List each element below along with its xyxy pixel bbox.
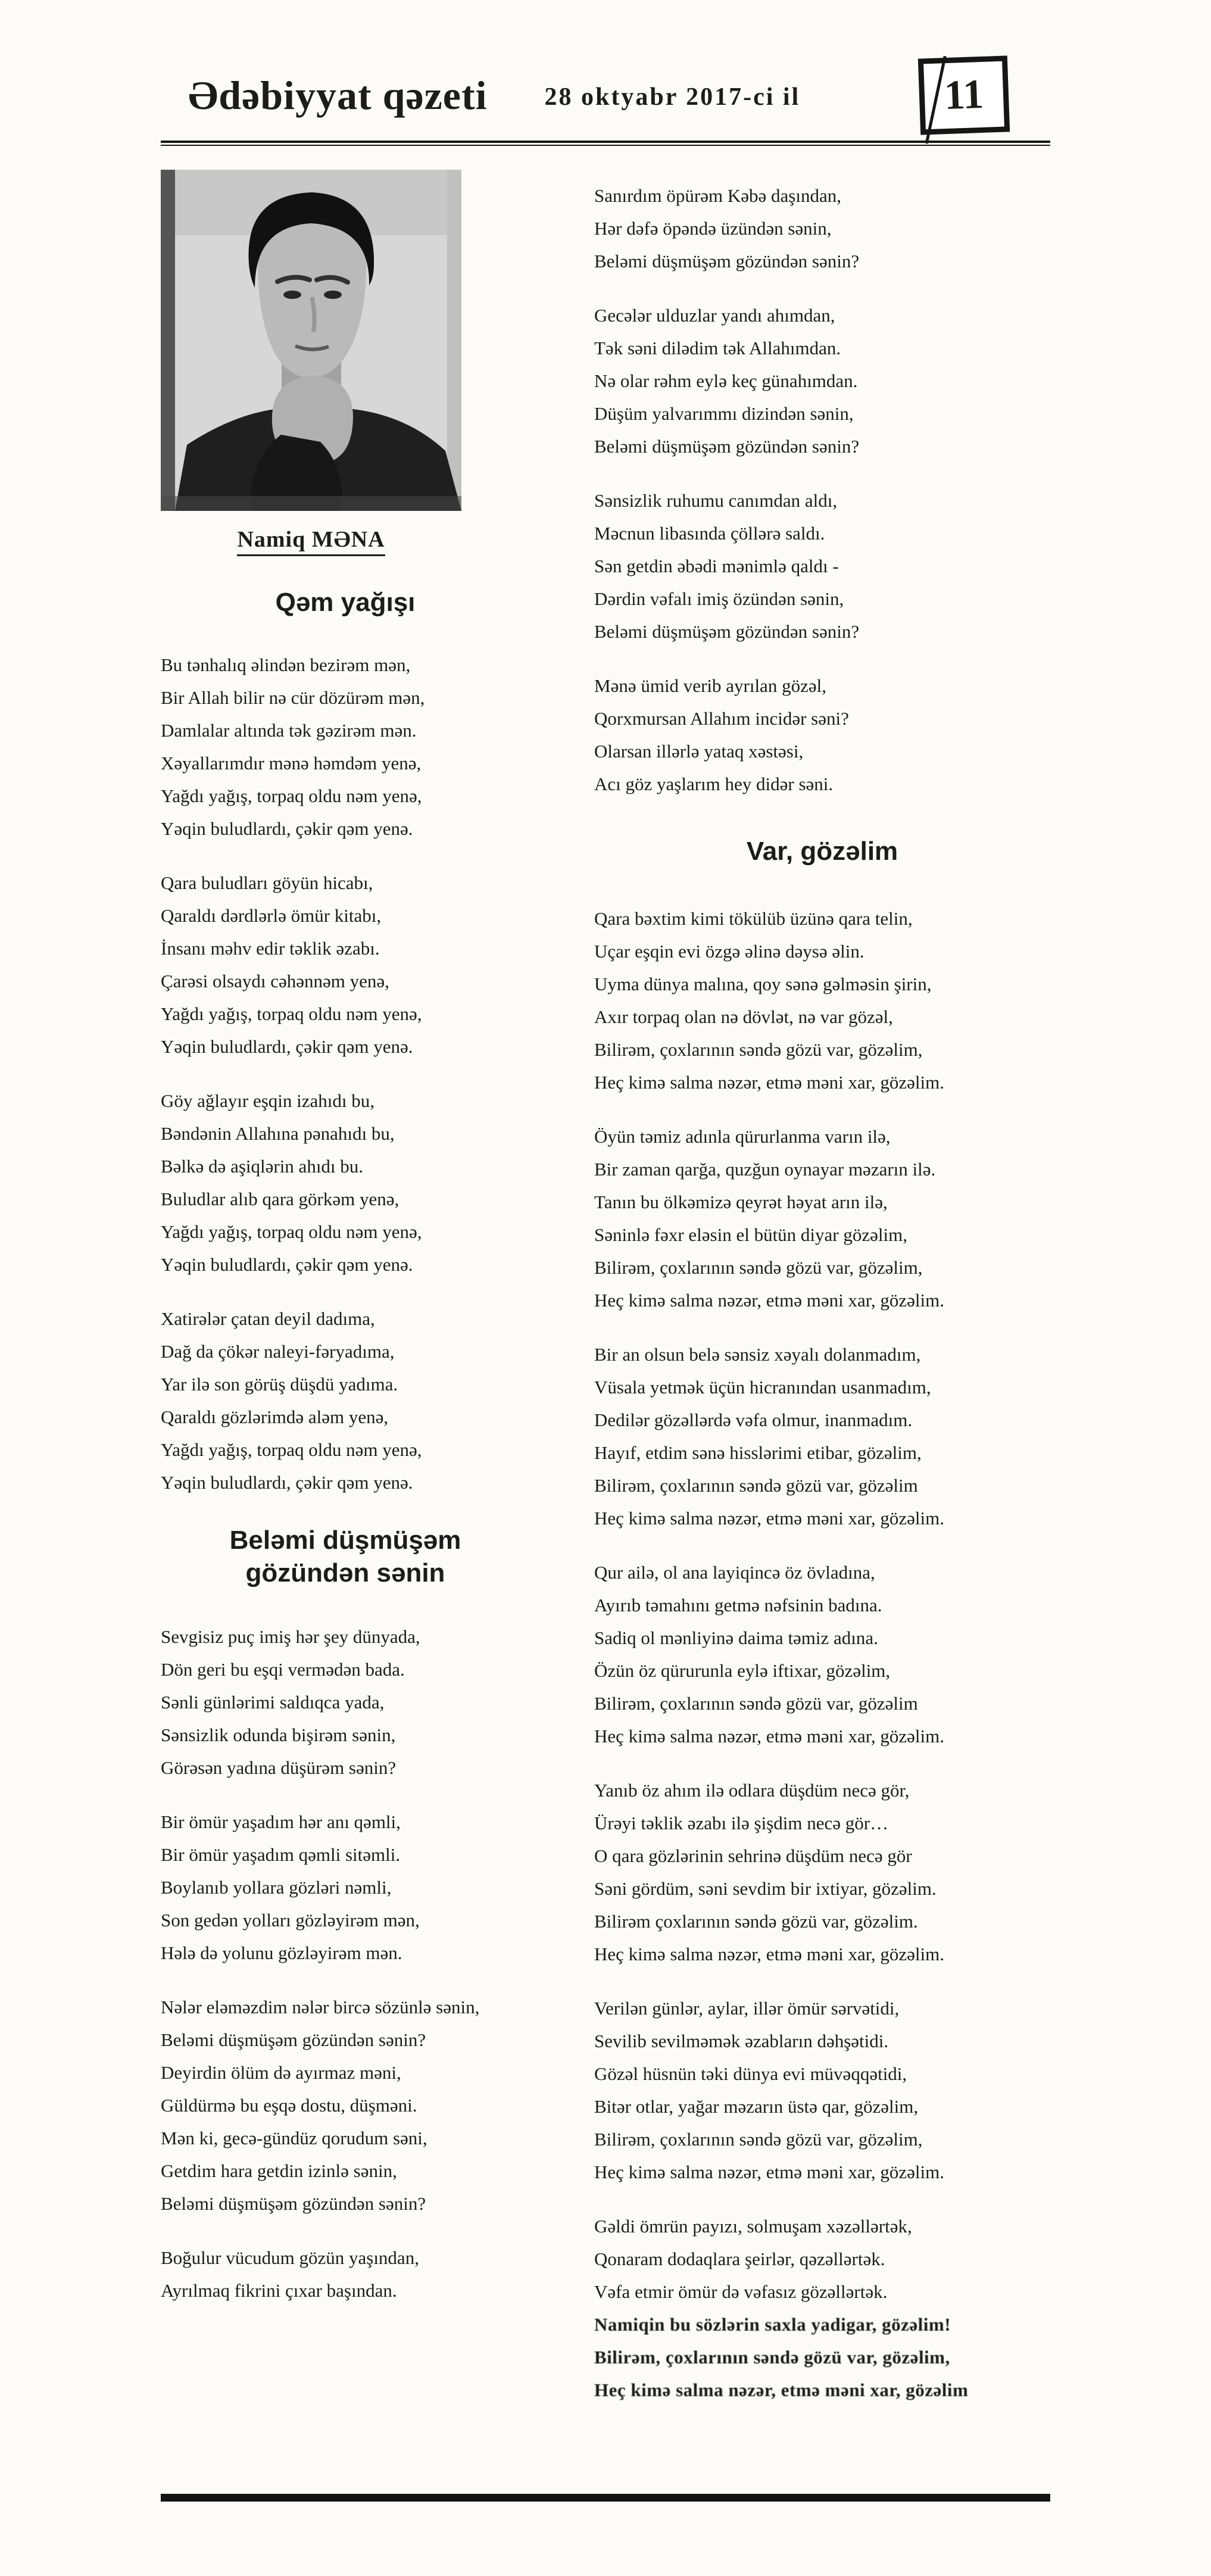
- poem-line: Uyma dünya malına, qoy sənə gəlməsin şirin,: [594, 974, 932, 994]
- poem-title-qem-yagisi: Qəm yağışı: [275, 588, 416, 617]
- poem-line: Bilirəm, çoxlarının səndə gözü var, gözəlim,: [594, 2347, 950, 2368]
- poem-line: Vüsala yetmək üçün hicranından usanmadım,: [594, 1377, 931, 1398]
- poem-line: O qara gözlərinin sehrinə düşdüm necə gör: [594, 1845, 912, 1866]
- poem-line: Bilirəm, çoxlarının səndə gözü var, gözəlim: [594, 1475, 918, 1496]
- poem-line: Yağdı yağış, torpaq oldu nəm yenə,: [161, 785, 422, 806]
- poem-line: Bilirəm, çoxlarının səndə gözü var, gözəlim,: [594, 1039, 923, 1060]
- poem-line: Bir an olsun belə sənsiz xəyalı dolanmadım,: [594, 1344, 921, 1365]
- poem-line: Sanırdım öpürəm Kəbə daşından,: [594, 185, 841, 206]
- stanza: [594, 669, 1050, 800]
- left-column: [161, 170, 530, 2328]
- poem-line: Damlalar altında tək gəzirəm mən.: [161, 720, 417, 741]
- poem-line: Bir zaman qarğa, quzğun oynayar məzarın ilə.: [594, 1159, 936, 1180]
- poem-line: Uçar eşqin evi özgə əlinə dəysə əlin.: [594, 941, 864, 962]
- stanza: [594, 2210, 1050, 2406]
- stanza: [594, 179, 1050, 277]
- issue-date: 28 oktyabr 2017-ci il: [544, 83, 801, 111]
- poem-line: Qara bəxtim kimi tökülüb üzünə qara telin,: [594, 908, 913, 929]
- poem-line: İnsanı məhv edir təklik əzabı.: [161, 938, 380, 959]
- poem-line: Bəlkə də aşiqlərin ahıdı bu.: [161, 1156, 364, 1177]
- poem-line: Sənsizlik odunda bişirəm sənin,: [161, 1724, 396, 1745]
- poem-line: Sadiq ol mənliyinə daima təmiz adına.: [594, 1627, 878, 1648]
- poem-line: Olarsan illərlə yataq xəstəsi,: [594, 741, 804, 762]
- poem-line: Ayrılmaq fikrini çıxar başından.: [161, 2280, 397, 2301]
- poem-belemi-stanzas-left: [161, 1620, 530, 2307]
- poem-line: Səni gördüm, səni sevdim bir ixtiyar, gözəlim.: [594, 1878, 937, 1899]
- stanza: [161, 1620, 530, 1784]
- poem-line: Sənsizlik ruhumu canımdan aldı,: [594, 490, 838, 511]
- header-rule: [161, 141, 1050, 146]
- stanza: [161, 866, 530, 1063]
- poem-line: Göy ağlayır eşqin izahıdı bu,: [161, 1090, 374, 1111]
- poem-line: Yağdı yağış, torpaq oldu nəm yenə,: [161, 1221, 422, 1242]
- bottom-rule: [161, 2494, 1050, 2502]
- poem-line: Yağdı yağış, torpaq oldu nəm yenə,: [161, 1439, 422, 1460]
- content-columns: [161, 170, 1050, 2428]
- poem-line: Hər dəfə öpəndə üzündən sənin,: [594, 218, 832, 239]
- poem-line: Qara buludları göyün hicabı,: [161, 872, 373, 893]
- poem-title-var-gozelim: Var, gözəlim: [746, 837, 898, 866]
- newspaper-title: Ədəbiyyat qəzeti: [188, 72, 488, 118]
- poem-line: Düşüm yalvarımmı dizindən sənin,: [594, 403, 854, 424]
- stanza: [594, 1120, 1050, 1317]
- poem-line: Xəyallarımdır mənə həmdəm yenə,: [161, 753, 422, 774]
- stanza: [161, 1084, 530, 1281]
- poem-line: Heç kimə salma nəzər, etmə məni xar, gözəlim.: [594, 1290, 944, 1311]
- poem-line: Xatirələr çatan deyil dadıma,: [161, 1308, 375, 1329]
- poem-line: Qaraldı gözlərimdə aləm yenə,: [161, 1406, 389, 1427]
- poem-line: Beləmi düşmüşəm gözündən sənin?: [594, 621, 860, 642]
- poem-line: Sevilib sevilməmək əzabların dəhşətidi.: [594, 2031, 889, 2051]
- poem-line: Səninlə fəxr eləsin el bütün diyar gözəlim,: [594, 1224, 907, 1245]
- poem-line: Gözəl hüsnün təki dünya evi müvəqqətidi,: [594, 2063, 907, 2084]
- poem-belemi-stanzas-right: [594, 179, 1050, 800]
- poem-line: Dağ da çökər naleyi-fəryadıma,: [161, 1341, 395, 1362]
- page-number-box: [919, 57, 1009, 133]
- poem-line: Vəfa etmir ömür də vəfasız gözəllərtək.: [594, 2281, 888, 2302]
- portrait-illustration: [161, 170, 461, 511]
- stanza: [594, 902, 1050, 1099]
- poem-line: Dedilər gözəllərdə vəfa olmur, inanmadım.: [594, 1409, 913, 1430]
- poem-line: Qonaram dodaqlara şeirlər, qəzəllərtək.: [594, 2248, 885, 2269]
- stanza: [161, 2241, 530, 2307]
- poem-line: Deyirdin ölüm də ayırmaz məni,: [161, 2062, 401, 2083]
- poem-line: Heç kimə salma nəzər, etmə məni xar, gözəlim.: [594, 1072, 944, 1093]
- poem-line: Getdim hara getdin izinlə sənin,: [161, 2160, 397, 2181]
- poem-line: Heç kimə salma nəzər, etmə məni xar, gözəlim.: [594, 1508, 944, 1529]
- stanza: [161, 648, 530, 845]
- author-name-text: Namiq MƏNA: [237, 527, 385, 556]
- poem-line: Tanın bu ölkəmizə qeyrət həyat arın ilə,: [594, 1192, 888, 1212]
- poem-title-belemi-dusmusem: Beləmi düşmüşəm gözündən sənin: [229, 1526, 461, 1588]
- poem-line: Qorxmursan Allahım incidər səni?: [594, 708, 849, 729]
- page-corner-icon: [925, 56, 947, 144]
- stanza: [161, 1302, 530, 1499]
- poem-line: Bilirəm çoxlarının səndə gözü var, gözəlim.: [594, 1911, 918, 1932]
- stanza: [594, 1992, 1050, 2188]
- poem-line: Öyün təmiz adınla qürurlanma varın ilə,: [594, 1126, 891, 1147]
- poem-line: Heç kimə salma nəzər, etmə məni xar, gözəlim.: [594, 1944, 944, 1964]
- poem-line: Son gedən yolları gözləyirəm mən,: [161, 1910, 420, 1931]
- poem-line: Bilirəm, çoxlarının səndə gözü var, gözəlim,: [594, 2129, 923, 2150]
- poem-line: Tək səni dilədim tək Allahımdan.: [594, 338, 841, 358]
- poem-line: Yəqin buludlardı, çəkir qəm yenə.: [161, 1254, 413, 1275]
- poem-line: Nələr eləməzdim nələr bircə sözünlə sənin,: [161, 1997, 480, 2017]
- poem-line: Görəsən yadına düşürəm sənin?: [161, 1757, 397, 1778]
- poem-line: Beləmi düşmüşəm gözündən sənin?: [161, 2193, 426, 2214]
- poem-line: Acı göz yaşlarım hey didər səni.: [594, 774, 834, 794]
- poem-line: Beləmi düşmüşəm gözündən sənin?: [594, 251, 860, 272]
- poem-line: Gecələr ulduzlar yandı ahımdan,: [594, 305, 835, 326]
- poem-line: Gəldi ömrün payızı, solmuşam xəzəllərtək,: [594, 2216, 912, 2237]
- stanza: [594, 1338, 1050, 1535]
- page-corner-box: [918, 55, 1010, 135]
- poem-qem-yagisi-stanzas: [161, 648, 530, 1499]
- poem-line: Heç kimə salma nəzər, etmə məni xar, gözəlim: [594, 2379, 969, 2400]
- poem-line: Özün öz qürurunla eylə iftixar, gözəlim,: [594, 1660, 891, 1681]
- poem-line: Bəndənin Allahına pənahıdı bu,: [161, 1123, 395, 1144]
- stanza: [161, 1991, 530, 2220]
- poem-line: Bilirəm, çoxlarının səndə gözü var, gözəlim,: [594, 1257, 923, 1278]
- stanza: [594, 1774, 1050, 1970]
- poem-line: Sən getdin əbədi mənimlə qaldı -: [594, 556, 839, 576]
- poem-line: Çarəsi olsaydı cəhənnəm yenə,: [161, 971, 389, 991]
- poem-line: Buludlar alıb qara görkəm yenə,: [161, 1189, 399, 1209]
- poem-line: Sənli günlərimi saldıqca yada,: [161, 1692, 385, 1713]
- poem-line: Bir Allah bilir nə cür dözürəm mən,: [161, 687, 425, 708]
- poem-line: Verilən günlər, aylar, illər ömür sərvətidi,: [594, 1998, 900, 2019]
- poem-line: Mənə ümid verib ayrılan gözəl,: [594, 675, 826, 696]
- poem-line: Dön geri bu eşqi vermədən bada.: [161, 1659, 405, 1680]
- poem-line: Axır torpaq olan nə dövlət, nə var gözəl,: [594, 1006, 893, 1027]
- poem-line: Güldürmə bu eşqə dostu, düşməni.: [161, 2095, 417, 2116]
- poem-line: Mən ki, gecə-gündüz qorudum səni,: [161, 2128, 427, 2148]
- poem-line: Namiqin bu sözlərin saxla yadigar, gözəlim!: [594, 2314, 951, 2335]
- poem-line: Hayıf, etdim sənə hisslərimi etibar, gözəlim,: [594, 1442, 922, 1463]
- poem-line: Sevgisiz puç imiş hər şey dünyada,: [161, 1626, 420, 1647]
- poem-line: Boğulur vücudum gözün yaşından,: [161, 2247, 419, 2268]
- page-number: 11: [943, 71, 985, 119]
- poem-line: Ürəyi təklik əzabı ilə şişdim necə gör…: [594, 1813, 889, 1833]
- poem-line: Heç kimə salma nəzər, etmə məni xar, gözəlim.: [594, 1726, 944, 1747]
- author-name: [161, 526, 461, 553]
- poem-line: Bitər otlar, yağar məzarın üstə qar, gözəlim,: [594, 2096, 919, 2117]
- poem-line: Yanıb öz ahım ilə odlara düşdüm necə gör,: [594, 1780, 910, 1801]
- poem-line: Yəqin buludlardı, çəkir qəm yenə.: [161, 1472, 413, 1493]
- poem-line: Beləmi düşmüşəm gözündən sənin?: [594, 436, 860, 457]
- poem-line: Yar ilə son görüş düşdü yadıma.: [161, 1374, 398, 1395]
- poem-line: Yəqin buludlardı, çəkir qəm yenə.: [161, 818, 413, 839]
- poem-line: Qaraldı dərdlərlə ömür kitabı,: [161, 905, 382, 926]
- poem-line: Bu tənhalıq əlindən bezirəm mən,: [161, 654, 411, 675]
- poem-line: Beləmi düşmüşəm gözündən sənin?: [161, 2029, 426, 2050]
- poem-line: Bir ömür yaşadım qəmli sitəmli.: [161, 1844, 401, 1865]
- masthead: [161, 57, 1050, 133]
- stanza: [161, 1805, 530, 1969]
- poem-line: Məcnun libasında çöllərə saldı.: [594, 523, 825, 544]
- stanza: [594, 484, 1050, 648]
- poem-line: Yəqin buludlardı, çəkir qəm yenə.: [161, 1036, 413, 1057]
- stanza: [594, 299, 1050, 463]
- poem-line: Ayırıb təmahını getmə nəfsinin badına.: [594, 1595, 882, 1616]
- poem-line: Bilirəm, çoxlarının səndə gözü var, gözəlim: [594, 1693, 918, 1714]
- poem-var-gozelim-stanzas: [594, 902, 1050, 2406]
- poem-line: Dərdin vəfalı imiş özündən sənin,: [594, 588, 844, 609]
- poem-line: Bir ömür yaşadım hər anı qəmli,: [161, 1811, 401, 1832]
- poem-line: Qur ailə, ol ana layiqincə öz övladına,: [594, 1562, 875, 1583]
- poem-line: Hələ də yolunu gözləyirəm mən.: [161, 1942, 402, 1963]
- poem-line: Yağdı yağış, torpaq oldu nəm yenə,: [161, 1003, 422, 1024]
- right-column: [594, 170, 1050, 2428]
- poem-line: Nə olar rəhm eylə keç günahımdan.: [594, 370, 858, 391]
- stanza: [594, 1556, 1050, 1752]
- poem-line: Boylanıb yollara gözləri nəmli,: [161, 1877, 392, 1898]
- poem-line: Heç kimə salma nəzər, etmə məni xar, gözəlim.: [594, 2162, 944, 2182]
- author-photo: [161, 170, 461, 511]
